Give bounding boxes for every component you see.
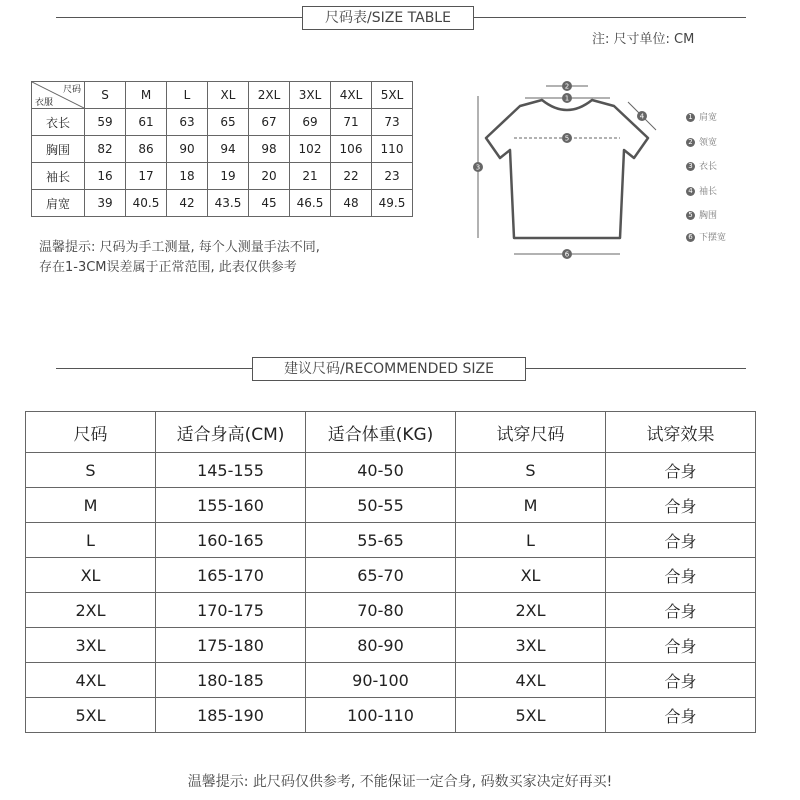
legend-item: [686, 159, 717, 172]
size-cell: 16: [85, 163, 126, 190]
marker-label: 1: [564, 94, 570, 103]
legend-number-icon: 2: [686, 138, 695, 147]
size-row-length: [32, 109, 413, 136]
size-cell: 19: [208, 163, 249, 190]
size-row-chest: [32, 136, 413, 163]
table-row: [26, 523, 756, 558]
marker-label: 2: [564, 82, 570, 91]
rec-cell: 2XL: [456, 593, 606, 628]
measure-tip-line2: 存在1-3CM误差属于正常范围, 此表仅供参考: [39, 260, 297, 275]
size-cell: 67: [249, 109, 290, 136]
table-row: [26, 628, 756, 663]
size-row-label: 衣长: [32, 109, 85, 136]
rec-cell: 合身: [606, 663, 756, 698]
size-col-header: 3XL: [290, 82, 331, 109]
size-cell: 102: [290, 136, 331, 163]
size-cell: 39: [85, 190, 126, 217]
rec-cell: 合身: [606, 698, 756, 733]
legend-label: 衣长: [699, 162, 718, 172]
legend-label: 肩宽: [699, 113, 718, 123]
rec-col-header: 试穿效果: [606, 412, 756, 453]
rec-col-header: 适合身高(CM): [156, 412, 306, 453]
rec-cell: S: [456, 453, 606, 488]
rec-cell: 5XL: [26, 698, 156, 733]
rec-cell: M: [456, 488, 606, 523]
rec-cell: XL: [456, 558, 606, 593]
legend-number-icon: 3: [686, 162, 695, 171]
rec-cell: 90-100: [306, 663, 456, 698]
size-cell: 21: [290, 163, 331, 190]
size-cell: 98: [249, 136, 290, 163]
size-col-header: L: [167, 82, 208, 109]
size-header-row: [32, 82, 413, 109]
rec-cell: 175-180: [156, 628, 306, 663]
rec-cell: 合身: [606, 523, 756, 558]
size-cell: 94: [208, 136, 249, 163]
table-row: [26, 593, 756, 628]
footer-note: 温馨提示: 此尺码仅供参考, 不能保证一定合身, 码数买家决定好再买!: [187, 774, 613, 790]
size-cell: 22: [331, 163, 372, 190]
size-cell: 18: [167, 163, 208, 190]
table-row: [26, 698, 756, 733]
size-cell: 46.5: [290, 190, 331, 217]
rec-col-header: 尺码: [26, 412, 156, 453]
legend-item: [686, 135, 717, 148]
size-col-header: M: [126, 82, 167, 109]
size-cell: 73: [372, 109, 413, 136]
tshirt-outline-icon: [486, 100, 648, 238]
size-row-label: 袖长: [32, 163, 85, 190]
legend-number-icon: 4: [686, 187, 695, 196]
rec-cell: 70-80: [306, 593, 456, 628]
legend-label: 袖长: [699, 187, 718, 197]
rec-cell: 3XL: [456, 628, 606, 663]
size-cell: 110: [372, 136, 413, 163]
marker-label: 6: [564, 250, 570, 259]
size-corner-cell: [32, 82, 85, 109]
rec-cell: 65-70: [306, 558, 456, 593]
size-col-header: XL: [208, 82, 249, 109]
size-cell: 106: [331, 136, 372, 163]
size-row-shoulder: [32, 190, 413, 217]
size-cell: 42: [167, 190, 208, 217]
rec-cell: 155-160: [156, 488, 306, 523]
rec-cell: 2XL: [26, 593, 156, 628]
rec-cell: 合身: [606, 488, 756, 523]
rec-cell: 170-175: [156, 593, 306, 628]
table-row: [26, 488, 756, 523]
corner-size-label: 尺码: [62, 85, 81, 95]
size-cell: 17: [126, 163, 167, 190]
size-cell: 69: [290, 109, 331, 136]
size-cell: 48: [331, 190, 372, 217]
rec-col-header: 试穿尺码: [456, 412, 606, 453]
legend-label: 下摆宽: [699, 233, 727, 243]
size-cell: 61: [126, 109, 167, 136]
table-row: [26, 558, 756, 593]
recommended-table: [25, 411, 756, 733]
size-row-label: 肩宽: [32, 190, 85, 217]
legend-item: [686, 184, 717, 197]
rec-cell: 合身: [606, 558, 756, 593]
size-cell: 45: [249, 190, 290, 217]
measure-tip-line1: 温馨提示: 尺码为手工测量, 每个人测量手法不同,: [39, 240, 320, 255]
size-cell: 40.5: [126, 190, 167, 217]
tshirt-diagram: [470, 78, 680, 268]
size-row-label: 胸围: [32, 136, 85, 163]
legend-label: 领宽: [699, 138, 718, 148]
legend-item: [686, 230, 726, 243]
size-row-sleeve: [32, 163, 413, 190]
rec-cell: 165-170: [156, 558, 306, 593]
size-section-title: 尺码表/SIZE TABLE: [302, 6, 474, 30]
rec-cell: 3XL: [26, 628, 156, 663]
marker-label: 5: [564, 134, 570, 143]
legend-label: 胸围: [699, 211, 718, 221]
rec-cell: L: [456, 523, 606, 558]
size-cell: 86: [126, 136, 167, 163]
rec-cell: 185-190: [156, 698, 306, 733]
size-col-header: 5XL: [372, 82, 413, 109]
size-col-header: 4XL: [331, 82, 372, 109]
recommended-section-title: 建议尺码/RECOMMENDED SIZE: [252, 357, 526, 381]
size-cell: 20: [249, 163, 290, 190]
size-cell: 63: [167, 109, 208, 136]
marker-label: 4: [639, 112, 645, 121]
rec-col-header: 适合体重(KG): [306, 412, 456, 453]
rec-cell: 80-90: [306, 628, 456, 663]
table-row: [26, 453, 756, 488]
rec-cell: S: [26, 453, 156, 488]
rec-cell: 4XL: [26, 663, 156, 698]
rec-cell: 40-50: [306, 453, 456, 488]
rec-cell: 合身: [606, 593, 756, 628]
rec-cell: 180-185: [156, 663, 306, 698]
rec-cell: L: [26, 523, 156, 558]
rec-cell: M: [26, 488, 156, 523]
table-row: [26, 663, 756, 698]
legend-number-icon: 5: [686, 211, 695, 220]
corner-garment-label: 衣服: [35, 98, 54, 108]
legend-item: [686, 110, 717, 123]
size-cell: 90: [167, 136, 208, 163]
size-cell: 49.5: [372, 190, 413, 217]
size-cell: 65: [208, 109, 249, 136]
size-col-header: 2XL: [249, 82, 290, 109]
rec-cell: 5XL: [456, 698, 606, 733]
legend-item: [686, 208, 717, 221]
size-cell: 23: [372, 163, 413, 190]
rec-cell: 合身: [606, 628, 756, 663]
size-cell: 71: [331, 109, 372, 136]
rec-cell: 145-155: [156, 453, 306, 488]
legend-number-icon: 1: [686, 113, 695, 122]
size-cell: 82: [85, 136, 126, 163]
legend-number-icon: 6: [686, 233, 695, 242]
rec-cell: 合身: [606, 453, 756, 488]
rec-cell: 4XL: [456, 663, 606, 698]
size-cell: 43.5: [208, 190, 249, 217]
unit-note: 注: 尺寸单位: CM: [592, 32, 695, 47]
size-col-header: S: [85, 82, 126, 109]
rec-cell: XL: [26, 558, 156, 593]
marker-label: 3: [475, 163, 481, 172]
rec-cell: 100-110: [306, 698, 456, 733]
size-table: [31, 81, 413, 217]
recommended-header-row: [26, 412, 756, 453]
rec-cell: 50-55: [306, 488, 456, 523]
rec-cell: 160-165: [156, 523, 306, 558]
rec-cell: 55-65: [306, 523, 456, 558]
size-cell: 59: [85, 109, 126, 136]
